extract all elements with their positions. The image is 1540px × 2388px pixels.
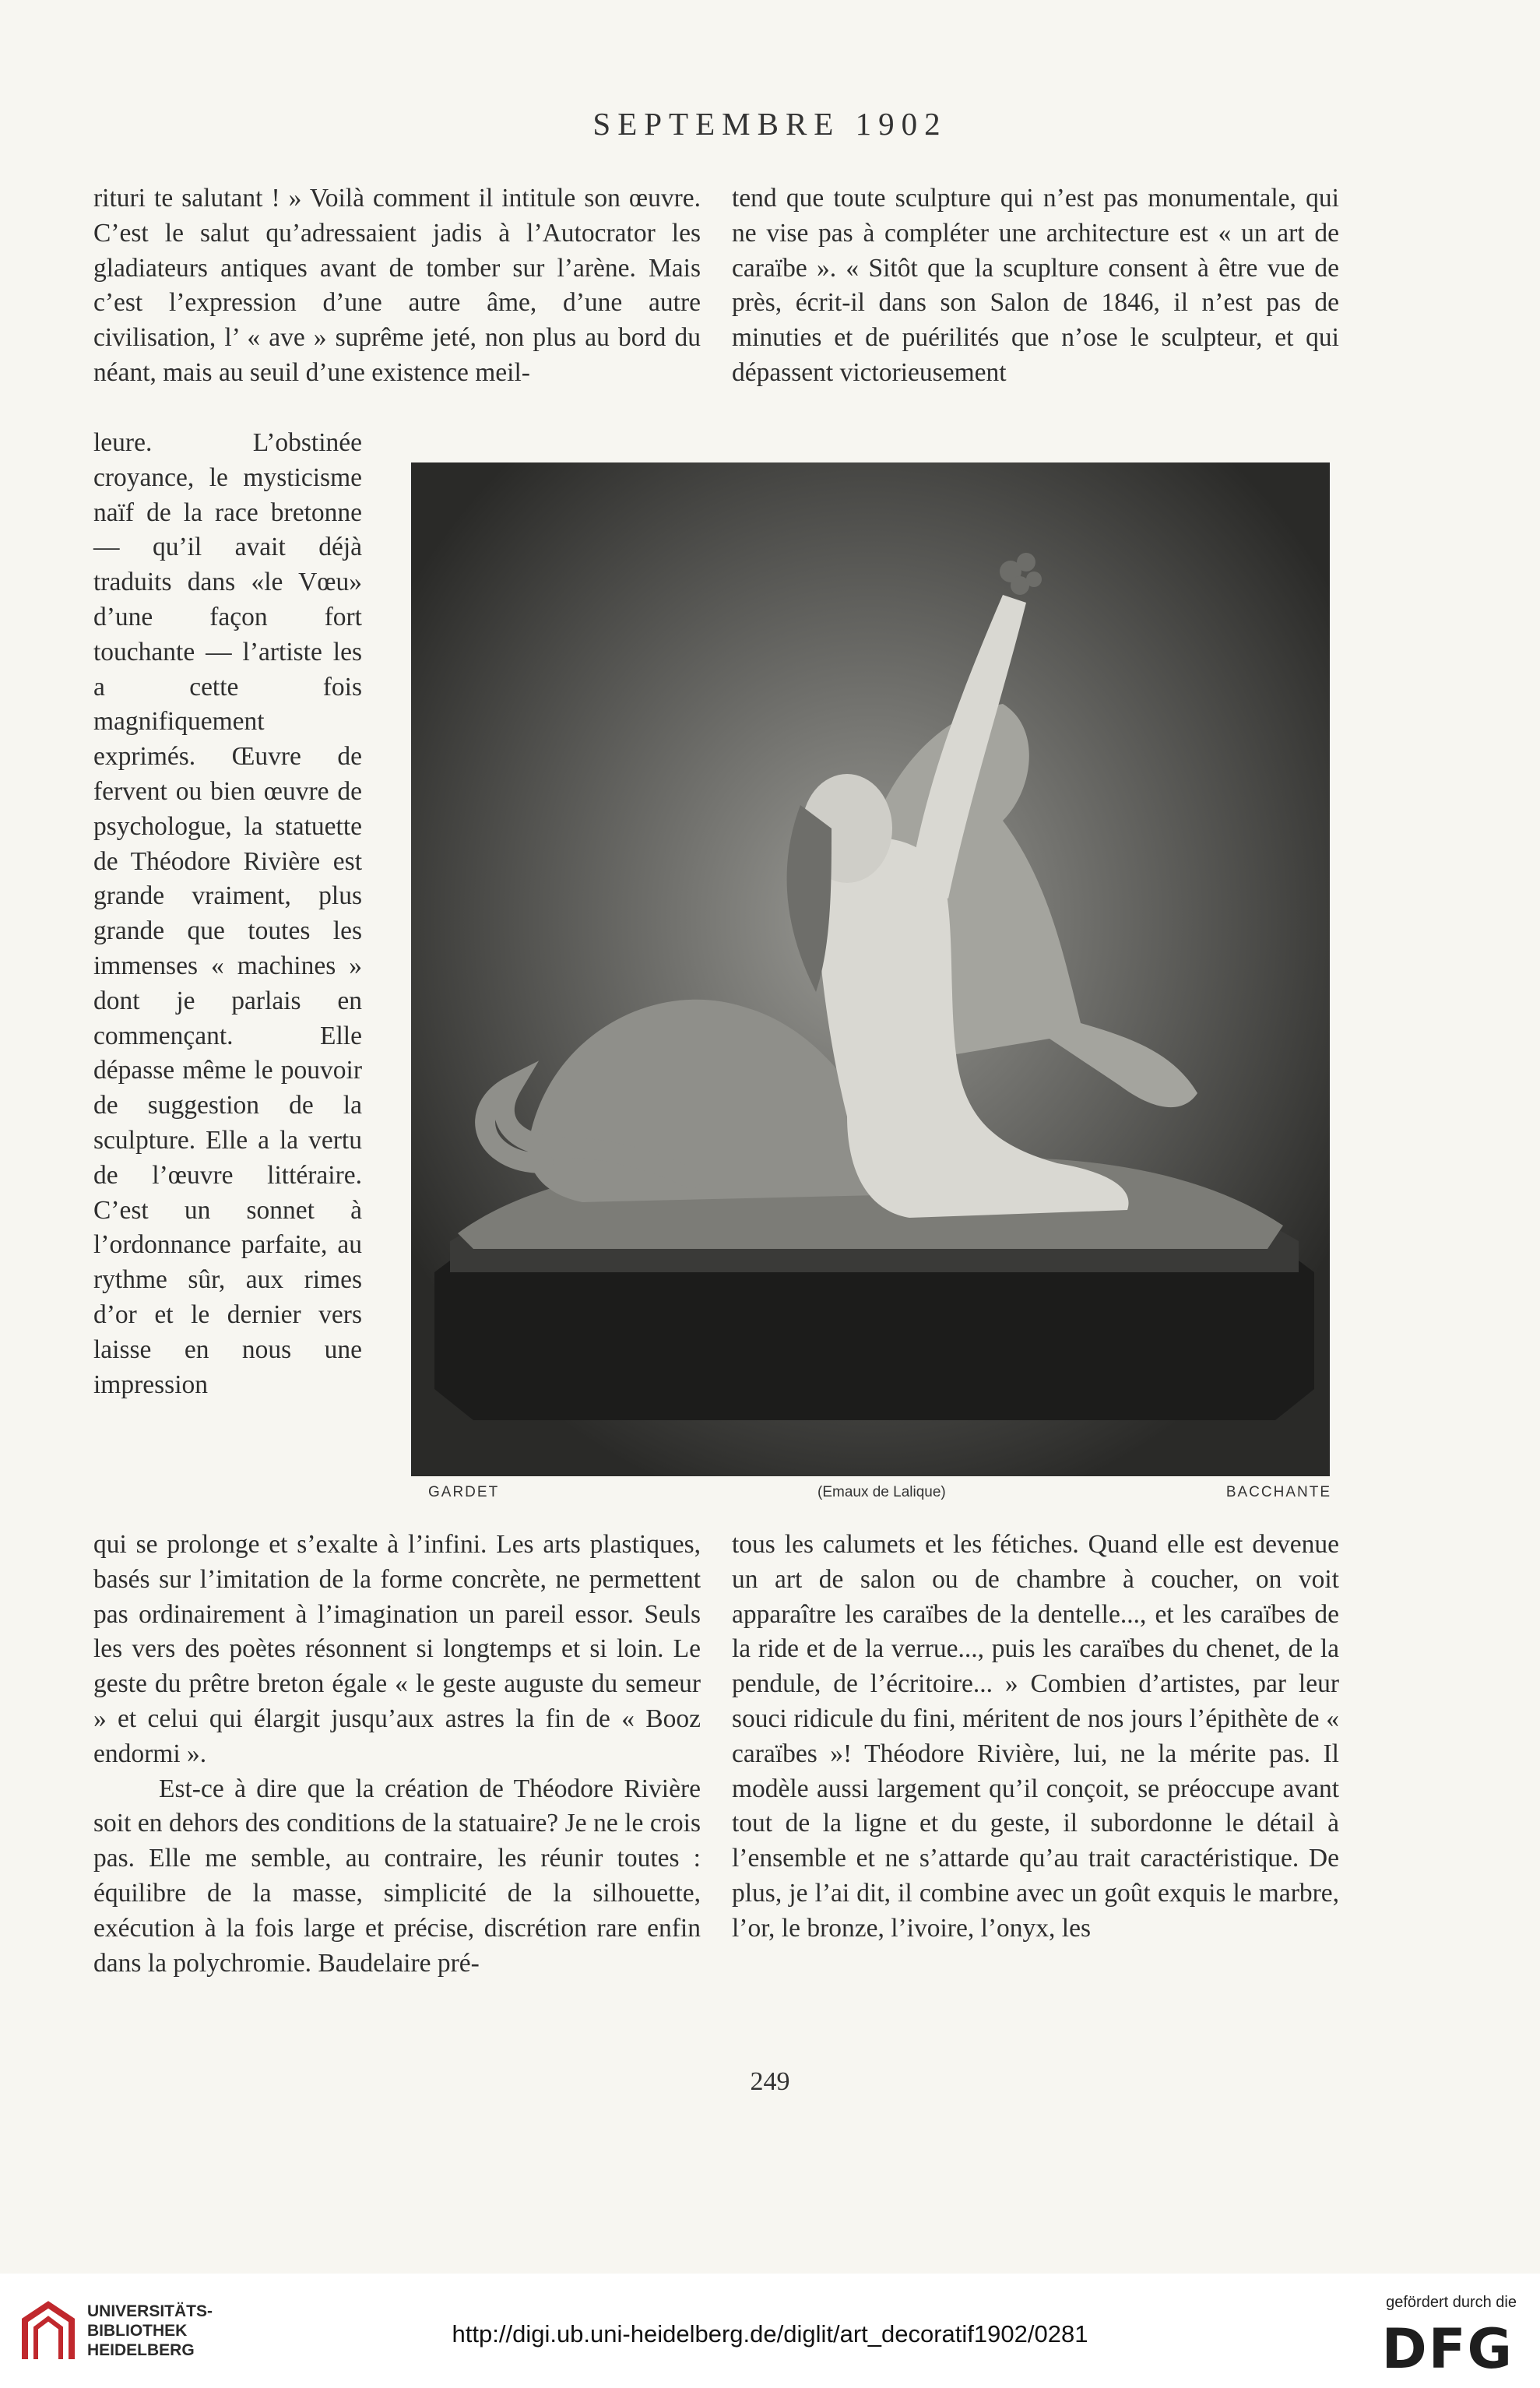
bacchante-sculpture-illustration: [411, 462, 1330, 1476]
digitization-footer: [0, 2274, 1540, 2388]
figure-caption: [428, 1484, 1331, 1507]
running-head: SEPTEMBRE 1902: [592, 106, 948, 142]
text-column-right-bottom: [732, 1528, 1339, 1947]
paragraph: leure. L’obstinée croyance, le mysticisme naïf de la race bretonne — qu’il avait déjà traduits dans «le Vœu» d’une façon fort touchante — l’artiste les a cette fois magnifiquement exprimés. Œuvre de fervent ou bien œuvre de psychologue, la statuette de Théodore Rivière est grande vraiment, plus grande que toutes les immenses « machines » dont je parlais en commençant. Elle dépasse même le pouvoir de suggestion de la sculpture. Elle a la vertu de l’œuvre littéraire. C’est un sonnet à l’ordonnance parfaite, au rythme sûr, aux rimes d’or et le dernier vers laisse en nous une impression: [93, 428, 362, 1399]
caption-artist: GARDET: [428, 1484, 500, 1500]
text-column-left-top: [93, 181, 701, 391]
sculpture-photograph: [411, 462, 1330, 1476]
library-name: UNIVERSITÄTS- BIBLIOTHEK HEIDELBERG: [87, 2302, 213, 2359]
paragraph: Est-ce à dire que la création de Théodore Rivière soit en dehors des conditions de la statuaire? Je ne le crois pas. Elle me semble, au contraire, les réunir toutes : équilibre de la masse, simplicité de la silhouette, exécution à la fois large et précise, discrétion rare enfin dans la polychromie. Baudelaire pré-: [93, 1774, 701, 1978]
paragraph: qui se prolonge et s’exalte à l’infini. Les arts plastiques, basés sur l’imitation de la forme concrète, ne permettent pas ordinairement à l’imagination un pareil essor. Seuls les vers des poètes résonnent si longtemps et si loin. Le geste du prêtre breton égale « le geste auguste du semeur » et celui qui élargit jusqu’aux astres la fin de « Booz endormi ».: [93, 1530, 701, 1768]
caption-title: BACCHANTE: [1225, 1484, 1331, 1500]
text-column-left-bottom: [93, 1528, 701, 1981]
source-url-link[interactable]: http://digi.ub.uni-heidelberg.de/diglit/art_decoratif1902/0281: [452, 2320, 1088, 2348]
dfg-logo: DFG: [1381, 2317, 1514, 2381]
funding-note: gefördert durch die: [1386, 2294, 1517, 2311]
caption-credit: (Emaux de Lalique): [817, 1484, 946, 1500]
paragraph: tend que toute sculpture qui n’est pas monumentale, qui ne vise pas à compléter une architecture est « un art de caraïbe ». « Sitôt que la scuplture consent à être vue de près, écrit-il dans son Salon de 1846, il n’est pas de minuties et de puérilités que n’ose le sculpteur, et qui dépassent victorieusement: [732, 184, 1339, 387]
paragraph: rituri te salutant ! » Voilà comment il intitule son œuvre. C’est le salut qu’adressaient jadis à l’Autocrator les gladiateurs antiques avant de tomber sur l’arène. Mais c’est l’expression d’une autre âme, d’une autre civilisation, l’ « ave » suprême jeté, non plus au bord du néant, mais au seuil d’une existence meil-: [93, 184, 701, 387]
paragraph: tous les calumets et les fétiches. Quand elle est devenue un art de salon ou de chambre à coucher, on voit apparaître les caraïbes de la dentelle..., et les caraïbes de la ride et de la verrue..., puis les caraïbes du chenet, de la pendule, de l’écritoire... » Combien d’artistes, par leur souci ridicule du fini, méritent de nos jours l’épithète de « caraïbes »! Théodore Rivière, lui, ne la mérite pas. Il modèle aussi largement qu’il conçoit, se préoccupe avant tout de la ligne et du geste, il subordonne le détail à l’ensemble et ne s’attarde qu’au trait caractéristique. De plus, je l’ai dit, il combine avec un goût exquis le marbre, l’or, le bronze, l’ivoire, l’onyx, les: [732, 1530, 1339, 1943]
text-column-right-top: [732, 181, 1339, 391]
text-column-narrow: [93, 426, 362, 1402]
page-number: 249: [750, 2067, 790, 2096]
